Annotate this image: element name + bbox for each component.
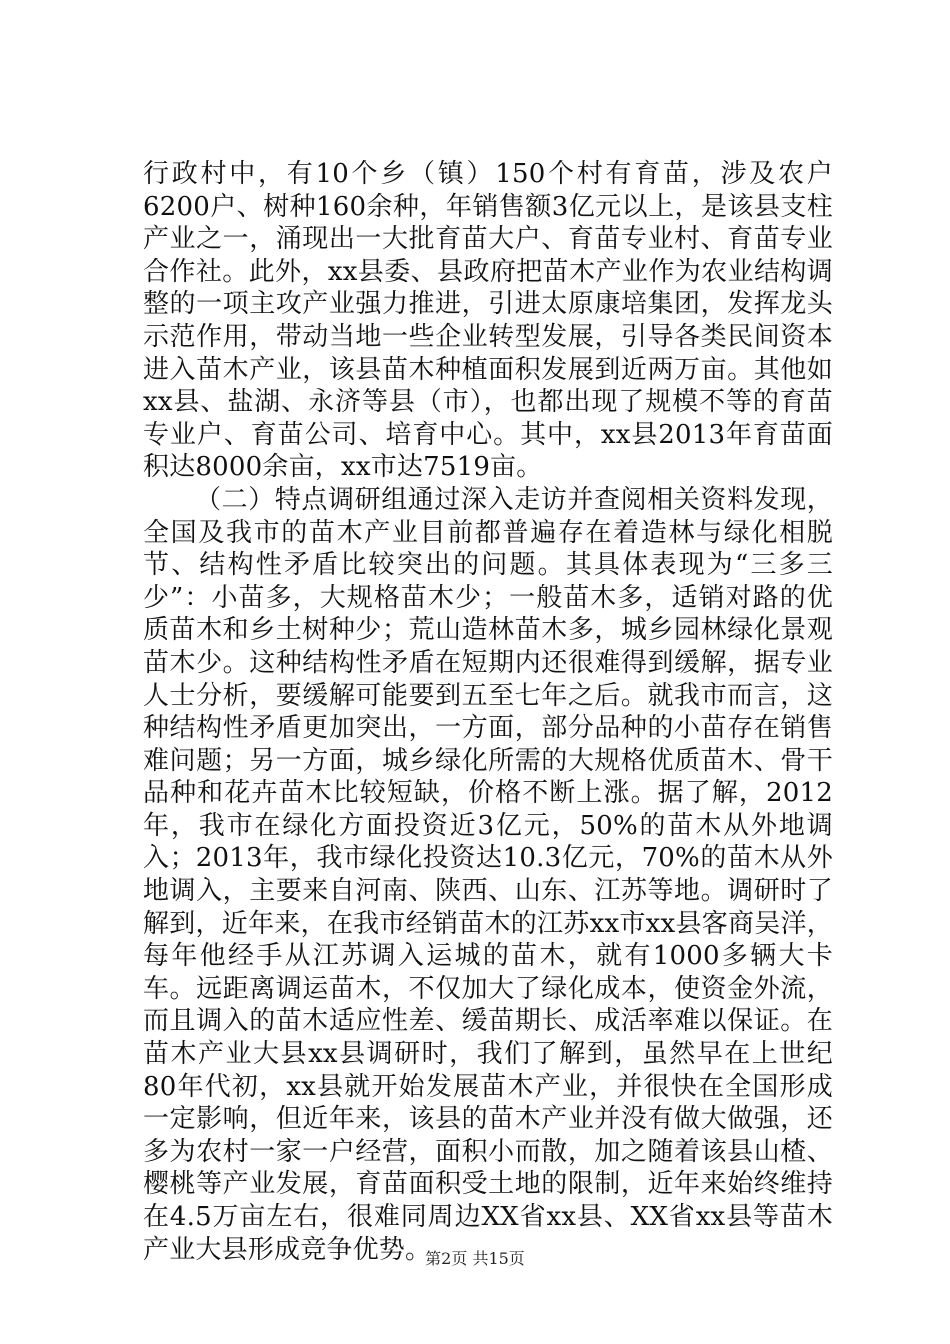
paragraph-continuation: 行政村中，有10个乡（镇）150个村有育苗，涉及农户6200户、树种160余种，年销售额3亿元以上，是该县支柱产业之一，涌现出一大批育苗大户、育苗专业村、育苗专业合作社。此外，xx县委、县政府把苗木产业作为农业结构调整的一项主攻产业强力推进，引进太原康培集团，发挥龙头示范作用，带动当地一些企业转型发展，引导各类民间资本进入苗木产业，该县苗木种植面积发展到近两万亩。其他如xx县、盐湖、永济等县（市），也都出现了规模不等的育苗专业户、育苗公司、培育中心。其中，xx县2013年育苗面积达8000余亩，xx市达7519亩。 — [143, 159, 833, 483]
document-body — [143, 158, 833, 1266]
paragraph-section-two: （二）特点调研组通过深入走访并查阅相关资料发现，全国及我市的苗木产业目前都普遍存在着造林与绿化相脱节、结构性矛盾比较突出的问题。其具体表现为“三多三少”：小苗多，大规格苗木少；一般苗木多，适销对路的优质苗木和乡土树种少；荒山造林苗木多，城乡园林绿化景观苗木少。这种结构性矛盾在短期内还很难得到缓解，据专业人士分析，要缓解可能要到五至七年之后。就我市而言，这种结构性矛盾更加突出，一方面，部分品种的小苗存在销售难问题；另一方面，城乡绿化所需的大规格优质苗木、骨干品种和花卉苗木比较短缺，价格不断上涨。据了解，2012年，我市在绿化方面投资近3亿元，50%的苗木从外地调入；2013年，我市绿化投资达10.3亿元，70%的苗木从外地调入，主要来自河南、陕西、山东、江苏等地。调研时了解到，近年来，在我市经销苗木的江苏xx市xx县客商吴洋，每年他经手从江苏调入运城的苗木，就有1000多辆大卡车。远距离调运苗木，不仅加大了绿化成本，使资金外流，而且调入的苗木适应性差、缓苗期长、成活率难以保证。在苗木产业大县xx县调研时，我们了解到，虽然早在上世纪80年代初，xx县就开始发展苗木产业，并很快在全国形成一定影响，但近年来，该县的苗木产业并没有做大做强，还多为农村一家一户经营，面积小而散，加之随着该县山楂、樱桃等产业发展，育苗面积受土地的限制，近年来始终维持在4.5万亩左右，很难同周边XX省xx县、XX省xx县等苗木产业大县形成竞争优势。 — [143, 484, 833, 1265]
page-footer: 第2页 共15页 — [425, 1249, 525, 1268]
